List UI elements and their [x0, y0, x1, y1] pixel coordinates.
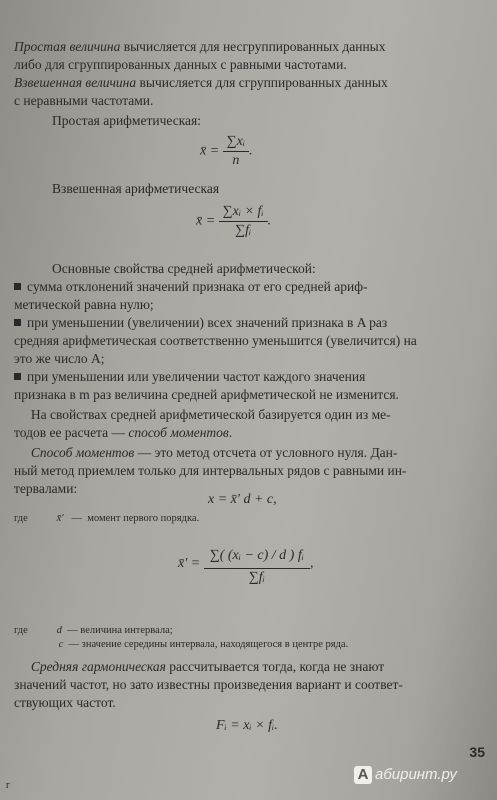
where-interval-definitions: где d — величина интервала; c — значение середины интервала, находящегося в центре ряда. — [14, 625, 349, 650]
term-weighted-value: Взвешенная величина — [14, 75, 137, 90]
term-simple-value: Простая величина — [14, 39, 121, 54]
property-bullet-1: сумма отклонений значений признака от его средней ариф- метической равна нулю; — [14, 279, 368, 312]
labirint-watermark: А абиринт.ру — [354, 766, 457, 784]
formula-simple-mean: x̄ = $\frac{\text{∑xᵢ}}{n}$ . — [200, 134, 253, 168]
paragraph-moments-definition: Способ моментов — это метод отсчета от условного нуля. Дан- ный метод приемлем только для интервальных рядов с равными ин- тервалами: — [14, 445, 407, 496]
bullet-square-icon — [14, 283, 21, 290]
property-bullet-2: при уменьшении (увеличении) всех значений признака в A раз средняя арифметическая соответственно уменьшится (увеличится) на это же число A; — [14, 315, 417, 366]
properties-heading: Основные свойства средней арифметической: — [52, 261, 316, 276]
formula-moment-mean: x = x̄′ d + c, — [208, 492, 277, 507]
corner-mark: г — [6, 780, 11, 791]
paragraph-weighted-value: Взвешенная величина вычисляется для сгруппированных данных с неравными частотами. — [14, 75, 388, 108]
property-bullet-3: при уменьшении или увеличении частот каждого значения признака в m раз величина средней арифметической не изменится. — [14, 369, 399, 402]
bullet-square-icon — [14, 373, 21, 380]
simple-arithmetic-heading: Простая арифметическая: — [52, 113, 202, 128]
weighted-arithmetic-heading: Взвешенная арифметическая — [52, 181, 220, 196]
bullet-square-icon — [14, 319, 21, 326]
formula-harmonic-product: Fᵢ = xᵢ × fᵢ. — [216, 718, 278, 733]
formula-weighted-mean: x̄ = $\frac{\text{∑xᵢ × fᵢ}}{\text{∑fᵢ}}$ . — [196, 204, 272, 238]
paragraph-simple-value: Простая величина вычисляется для несгруппированных данных либо для сгруппированных данных с равными частотами. — [14, 39, 386, 72]
formula-first-moment: x̄′ = $\frac{\text{∑( (xᵢ − c) / d ) fᵢ}}{\text{∑fᵢ}}$ , — [178, 542, 313, 586]
page-number: 35 — [469, 744, 485, 760]
labirint-logo-icon: А — [354, 766, 372, 784]
where-first-moment: где x̄′ — момент первого порядка. — [14, 513, 200, 524]
paragraph-moments-intro: На свойствах средней арифметической базируется один из ме- тодов ее расчета — способ моментов. — [14, 407, 391, 440]
paragraph-harmonic-mean: Средняя гармоническая рассчитывается тогда, когда не знают значений частот, но зато известны произведения вариант и соответ- ствующих частот. — [14, 659, 403, 710]
